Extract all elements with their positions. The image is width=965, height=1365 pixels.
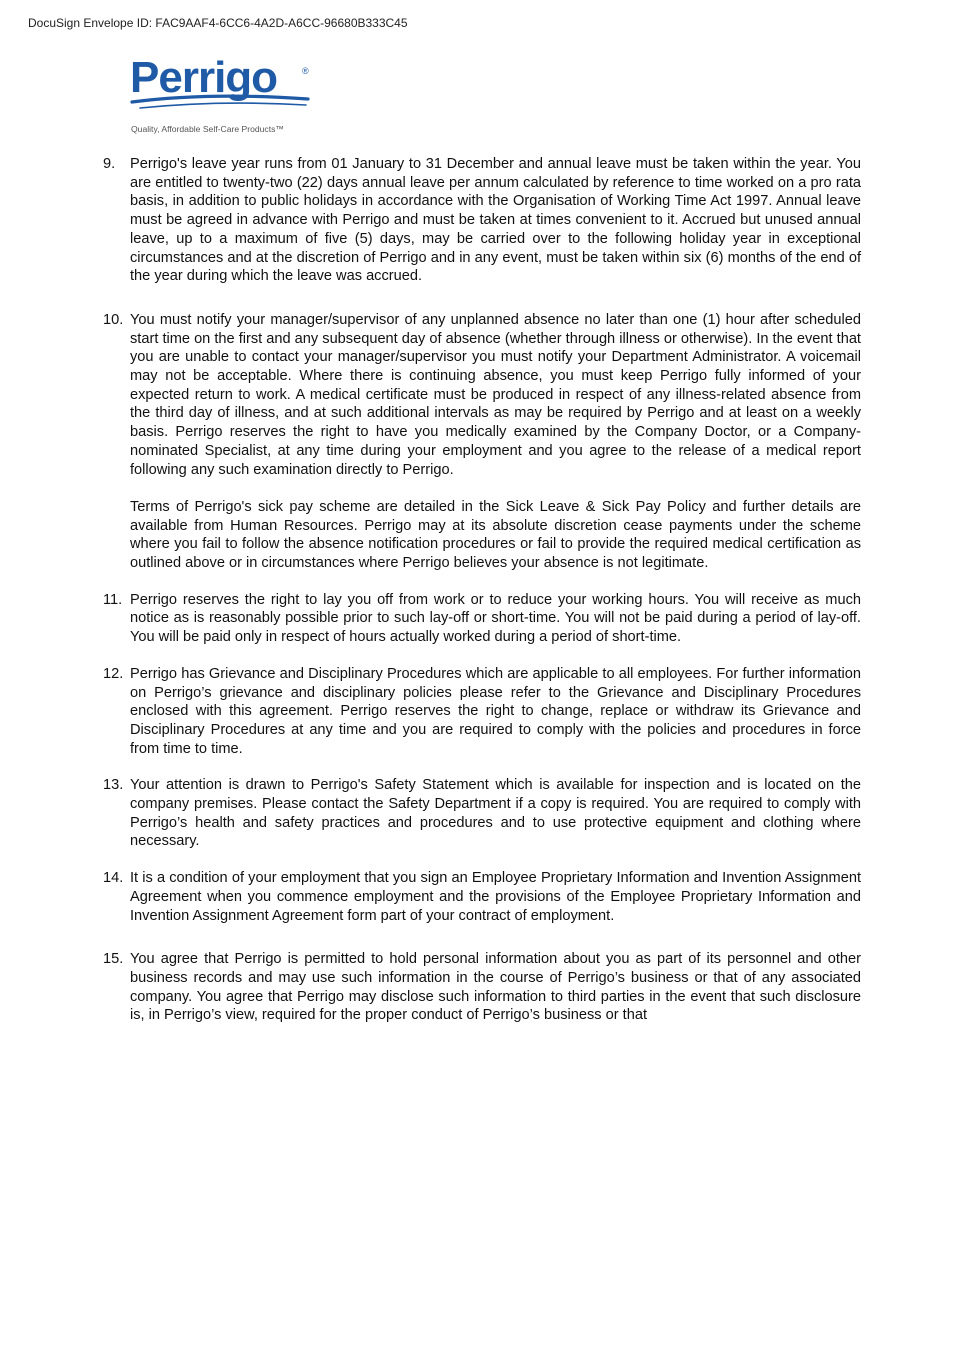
clause-number: 10.: [103, 311, 124, 328]
clause-paragraph: Terms of Perrigo's sick pay scheme are detailed in the Sick Leave & Sick Pay Policy and further details are available from Human Resources. Perrigo may at its absolute discretion cease payments under the scheme where you fail to follow the absence notification procedures or fail to provide the required medical certification as outlined above or in circumstances where Perrigo believes your absence is not legitimate.: [130, 498, 861, 572]
clause-15: [103, 950, 861, 1025]
clause-paragraph: Perrigo reserves the right to lay you off from work or to reduce your working hours. You will receive as much notice as is reasonably possible prior to such lay-off or short-time. You will not be paid during a period of lay-off. You will be paid only in respect of hours actually worked during a period of short-time.: [130, 591, 861, 646]
clause-body: [130, 311, 861, 573]
clause-10: [103, 311, 861, 573]
logo-wordmark: Perrigo: [130, 53, 278, 102]
clause-12: [103, 665, 861, 759]
clause-number: 11.: [103, 591, 123, 608]
contract-clauses: [103, 155, 861, 1043]
perrigo-logo: [130, 52, 320, 138]
clause-number: 15.: [103, 951, 124, 968]
clause-number: 14.: [103, 870, 124, 887]
clause-number: 12.: [103, 665, 124, 682]
clause-number: 13.: [103, 777, 124, 794]
clause-body: [130, 591, 861, 647]
clause-paragraph: Perrigo has Grievance and Disciplinary Procedures which are applicable to all employees. For further information on Perrigo’s grievance and disciplinary policies please refer to the Grievance and Disciplinary Procedures enclosed with this agreement. Perrigo reserves the right to change, replace or withdraw its Grievance and Disciplinary Procedures at any time and you are required to comply with the policies and procedures in force from time to time.: [130, 665, 861, 757]
logo-swoosh-thin: [140, 103, 306, 108]
clause-13: [103, 776, 861, 851]
clause-body: [130, 869, 861, 925]
clause-11: [103, 591, 861, 647]
clause-number: 9.: [103, 156, 116, 172]
clause-paragraph: Perrigo's leave year runs from 01 January to 31 December and annual leave must be taken within the year. You are entitled to twenty-two (22) days annual leave per annum calculated by reference to time worked on a pro rata basis, in addition to public holidays in accordance with the Organisation of Working Time Act 1997. Annual leave must be agreed in advance with Perrigo and must be taken at times convenient to it. Accrued but unused annual leave, up to a maximum of five (5) days, may be carried over to the following holiday year in exceptional circumstances and at the discretion of Perrigo and in any event, must be taken within six (6) months of the end of the year during which the leave was accrued.: [130, 156, 861, 285]
clause-paragraph: Your attention is drawn to Perrigo's Safety Statement which is available for inspection and is located on the company premises. Please contact the Safety Department if a copy is required. You are required to comply with Perrigo’s health and safety practices and procedures and to use protective equipment and clothing where necessary.: [130, 777, 861, 850]
clause-paragraph: You agree that Perrigo is permitted to hold personal information about you as part of its personnel and other business records and may use such information in the course of Perrigo’s business or that of any associated company. You agree that Perrigo may disclose such information to third parties in the event that such disclosure is, in Perrigo’s view, required for the proper conduct of Perrigo’s business or that: [130, 951, 861, 1024]
logo-registered-mark: ®: [302, 66, 309, 76]
clause-body: [130, 776, 861, 851]
clause-body: [130, 155, 861, 286]
logo-tagline: Quality, Affordable Self-Care Products™: [131, 124, 285, 134]
clause-paragraph: It is a condition of your employment that you sign an Employee Proprietary Information and Invention Assignment Agreement when you commence employment and the provisions of the Employee Proprietary Information and Invention Assignment Agreement form part of your contract of employment.: [130, 870, 861, 924]
clause-body: [130, 665, 861, 759]
docusign-envelope-id: DocuSign Envelope ID: FAC9AAF4-6CC6-4A2D-A6CC-96680B333C45: [28, 16, 408, 30]
clause-paragraph: You must notify your manager/supervisor of any unplanned absence no later than one (1) hour after scheduled start time on the first and any subsequent day of absence (whether through illness or otherwise). In the event that you are unable to contact your manager/supervisor you must notify your Department Administrator. A voicemail may not be acceptable. Where there is continuing absence, you must keep Perrigo fully informed of your expected return to work. A medical certificate must be produced in respect of any illness-related absence from the third day of illness, and at such additional intervals as may be required by Perrigo and at least on a weekly basis. Perrigo reserves the right to have you medically examined by the Company Doctor, or a Company-nominated Specialist, at any time during your employment and you agree to the release of a medical report following any such examination directly to Perrigo.: [130, 311, 861, 478]
perrigo-logo-graphic: [130, 52, 320, 138]
clause-body: [130, 950, 861, 1025]
clause-14: [103, 869, 861, 925]
clause-9: [103, 155, 861, 286]
